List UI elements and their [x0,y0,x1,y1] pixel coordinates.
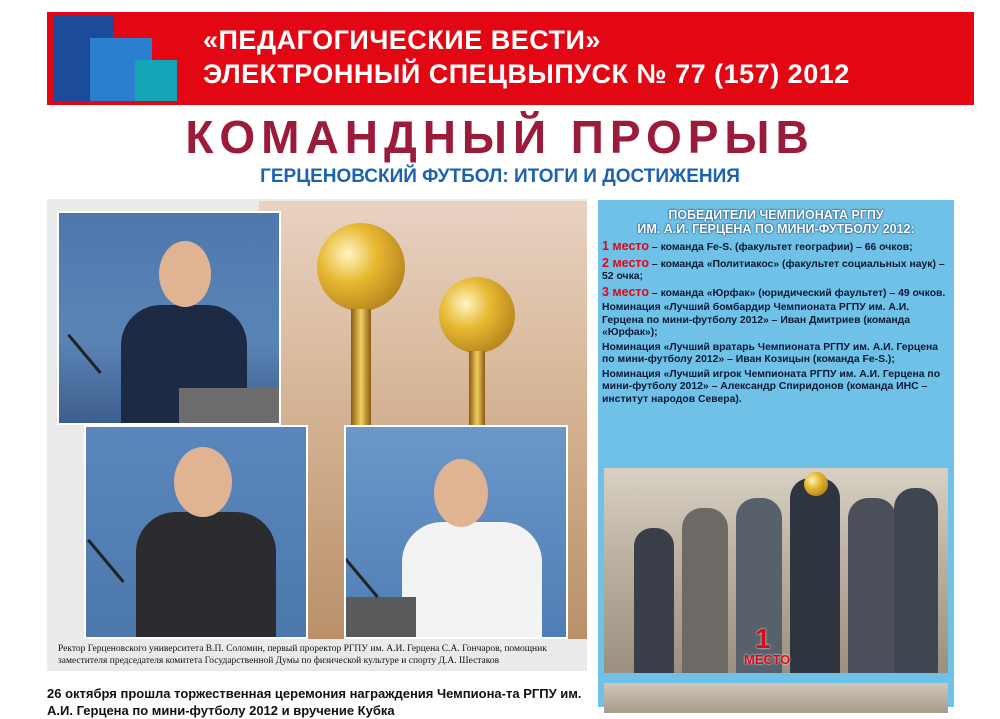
team-photo-second [604,683,948,713]
place-text: – команда «Политиакос» (факультет социальных наук) – 52 очка; [602,258,945,282]
team-photo [604,468,948,673]
place-badge-text: МЕСТО [744,652,791,667]
place-text: – команда Fe-S. (факультет географии) – 66 очков; [649,242,913,253]
trophy-ball-large [317,223,405,311]
masthead-issue: ЭЛЕКТРОННЫЙ СПЕЦВЫПУСК № 77 (157) 2012 [203,59,850,89]
place-badge-number: 1 [755,623,771,654]
logo-square-teal [135,60,177,101]
photo-rector [57,211,281,425]
place-label: 3 место [602,284,650,299]
place-label: 1 место [602,239,650,253]
sidebar-title [598,208,954,236]
photo-vice-rector [84,425,308,639]
place-text: – команда «Юрфак» (юридический фаультет) – 49 очков. [649,287,946,299]
page-subheadline: ГЕРЦЕНОВСКИЙ ФУТБОЛ: ИТОГИ И ДОСТИЖЕНИЯ [260,166,740,187]
masthead-title: «ПЕДАГОГИЧЕСКИЕ ВЕСТИ» [203,25,601,55]
place-item [602,240,952,255]
place-item [602,286,952,301]
page-headline: КОМАНДНЫЙ ПРОРЫВ [185,111,815,163]
place-label: 2 место [602,255,650,270]
photo-caption: Ректор Герценовского университета В.П. Соломин, первый проректор РГПУ им. А.И. Герцена С.А. Гончаров, помощник заместителя председателя комитета Государственной Думы по физической культуре и спорту Д.А. Шестаков [58,644,547,666]
photo-duma-assistant [344,425,568,639]
trophy-ball-small [439,277,515,353]
nomination-item: Номинация «Лучший игрок Чемпионата РГПУ им. А.И. Герцена по мини-футболу 2012» – Александр Спиридонов (команда ИНС – институт народов Севера). [602,368,941,405]
nomination-item: Номинация «Лучший вратарь Чемпионата РГПУ им. А.И. Герцена по мини-футболу 2012» – Иван Козицын (команда Fe-S.); [602,341,939,365]
photo-collage [47,199,587,671]
sidebar-title-line2: ИМ. А.И. ГЕРЦЕНА ПО МИНИ-ФУТБОЛУ 2012: [637,222,915,236]
lead-paragraph: 26 октября прошла торжественная церемония награждения Чемпиона-та РГПУ им. А.И. Герцена по мини-футболу 2012 и вручение Кубка [47,686,582,718]
sidebar-body [602,240,952,408]
nomination-item: Номинация «Лучший бомбардир Чемпионата РГПУ им. А.И. Герцена по мини-футболу 2012» – Иван Дмитриев (команда «Юрфак»); [602,302,911,338]
team-trophy [804,472,828,496]
place-item [602,257,952,284]
sidebar-title-line1: ПОБЕДИТЕЛИ ЧЕМПИОНАТА РГПУ [668,208,884,222]
